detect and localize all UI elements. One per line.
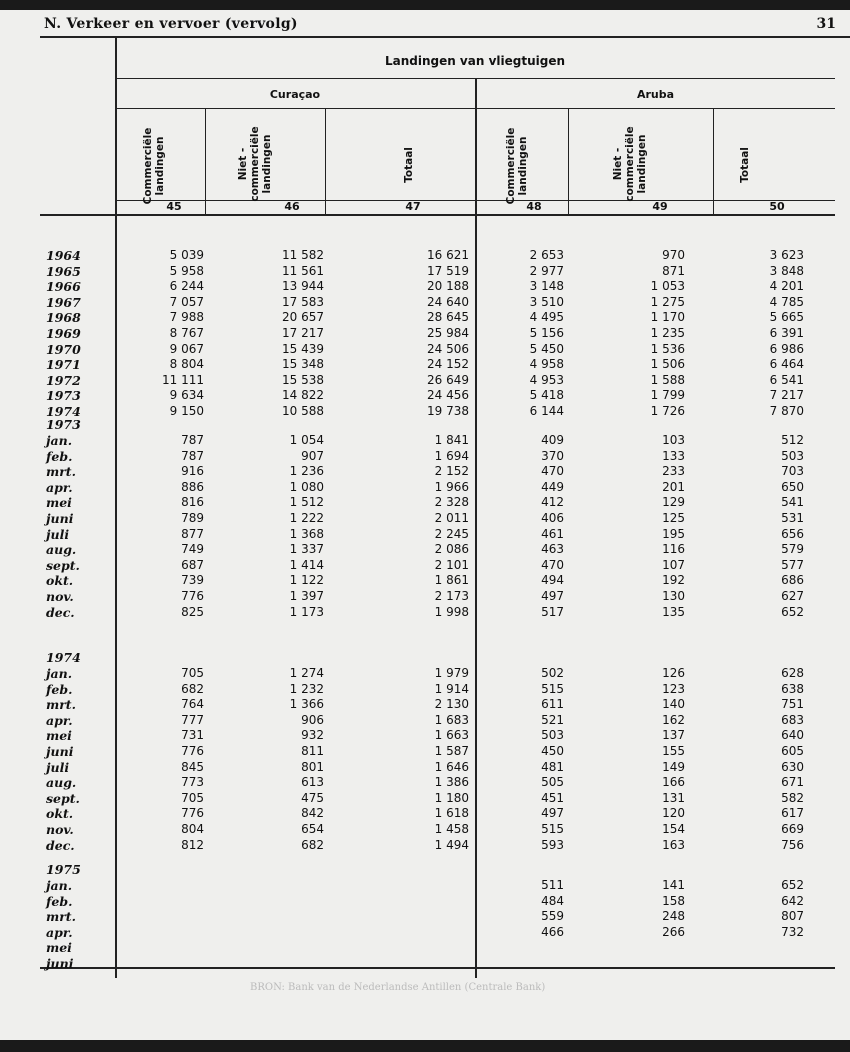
table-cell: 503 bbox=[781, 448, 804, 463]
table-cell: 450 bbox=[541, 744, 564, 758]
row-label: mei bbox=[46, 728, 72, 744]
row-label: feb. bbox=[46, 448, 73, 464]
table-cell: 5 450 bbox=[529, 341, 564, 356]
row-label: 1966 bbox=[46, 279, 81, 295]
row-label: juni bbox=[46, 511, 74, 526]
table-cell: 475 bbox=[301, 790, 324, 805]
row-label: nov. bbox=[46, 822, 74, 837]
table-cell: 686 bbox=[781, 573, 804, 588]
table-cell: 512 bbox=[781, 433, 804, 447]
table-cell: 1 841 bbox=[434, 433, 469, 447]
row-label: mrt. bbox=[46, 464, 76, 480]
top-rule bbox=[40, 36, 850, 38]
table-cell: 461 bbox=[541, 526, 564, 541]
table-cell: 804 bbox=[181, 822, 204, 836]
table-cell: 642 bbox=[781, 893, 804, 908]
row-label: juli bbox=[46, 759, 70, 775]
table-cell: 1 080 bbox=[289, 479, 324, 494]
table-cell: 916 bbox=[181, 464, 204, 479]
table-cell: 162 bbox=[662, 712, 685, 727]
table-cell: 123 bbox=[662, 681, 685, 696]
table-cell: 787 bbox=[181, 448, 204, 463]
table-cell: 406 bbox=[541, 511, 564, 525]
table-cell: 579 bbox=[781, 542, 804, 557]
section-heading: 1973 bbox=[46, 417, 81, 433]
table-cell: 484 bbox=[541, 893, 564, 908]
table-cell: 14 822 bbox=[282, 388, 324, 403]
col-47-header: Totaal bbox=[403, 147, 415, 183]
row-label: dec. bbox=[46, 837, 75, 853]
col-number-48: 48 bbox=[526, 200, 542, 213]
table-cell: 515 bbox=[541, 681, 564, 696]
table-cell: 2 130 bbox=[434, 697, 469, 712]
table-cell: 1 274 bbox=[289, 666, 324, 680]
table-cell: 129 bbox=[662, 495, 685, 510]
row-label: okt. bbox=[46, 573, 74, 589]
table-cell: 11 111 bbox=[162, 372, 204, 387]
table-cell: 7 988 bbox=[169, 310, 204, 325]
table-cell: 906 bbox=[301, 712, 324, 727]
row-label: apr. bbox=[46, 924, 73, 940]
table-cell: 15 538 bbox=[282, 372, 324, 387]
table-cell: 463 bbox=[541, 542, 564, 557]
table-cell: 25 984 bbox=[427, 326, 469, 340]
table-cell: 16 621 bbox=[427, 248, 469, 262]
row-label: dec. bbox=[46, 604, 75, 620]
row-label: jan. bbox=[46, 433, 73, 448]
table-cell: 19 738 bbox=[427, 404, 469, 418]
table-cell: 103 bbox=[662, 433, 685, 447]
table-cell: 9 150 bbox=[169, 404, 204, 418]
row-label: sept. bbox=[46, 790, 80, 806]
row-label: mei bbox=[46, 495, 72, 511]
main-heading: Landingen van vliegtuigen bbox=[384, 54, 566, 68]
table-cell: 650 bbox=[781, 479, 804, 494]
table-cell: 787 bbox=[181, 433, 204, 447]
table-cell: 149 bbox=[662, 759, 685, 774]
table-cell: 154 bbox=[662, 822, 685, 836]
table-cell: 739 bbox=[181, 573, 204, 588]
col-divider-3 bbox=[568, 108, 569, 216]
table-cell: 630 bbox=[781, 759, 804, 774]
table-cell: 107 bbox=[662, 557, 685, 572]
table-cell: 1 180 bbox=[434, 790, 469, 805]
table-cell: 886 bbox=[181, 479, 204, 494]
table-cell: 2 245 bbox=[434, 526, 469, 541]
col-number-45: 45 bbox=[166, 200, 182, 213]
table-cell: 20 188 bbox=[427, 279, 469, 294]
table-cell: 120 bbox=[662, 806, 685, 821]
table-cell: 131 bbox=[662, 790, 685, 805]
table-cell: 3 623 bbox=[769, 248, 804, 262]
table-cell: 2 086 bbox=[434, 542, 469, 557]
table-cell: 807 bbox=[781, 909, 804, 924]
table-cell: 409 bbox=[541, 433, 564, 447]
table-cell: 4 953 bbox=[529, 372, 564, 387]
row-label: sept. bbox=[46, 557, 80, 573]
table-cell: 638 bbox=[781, 681, 804, 696]
page-number: 31 bbox=[816, 16, 836, 32]
row-label: apr. bbox=[46, 479, 73, 495]
table-cell: 611 bbox=[541, 697, 564, 712]
table-cell: 1 914 bbox=[434, 681, 469, 696]
table-cell: 756 bbox=[781, 837, 804, 852]
table-cell: 541 bbox=[781, 495, 804, 510]
row-label: juni bbox=[46, 956, 74, 971]
table-cell: 503 bbox=[541, 728, 564, 743]
table-cell: 370 bbox=[541, 448, 564, 463]
table-cell: 166 bbox=[662, 775, 685, 790]
row-label: apr. bbox=[46, 712, 73, 728]
row-label: juni bbox=[46, 744, 74, 759]
table-cell: 1 694 bbox=[434, 448, 469, 463]
table-cell: 801 bbox=[301, 759, 324, 774]
table-cell: 511 bbox=[541, 878, 564, 892]
row-label: 1965 bbox=[46, 263, 81, 279]
table-cell: 4 201 bbox=[769, 279, 804, 294]
table-cell: 776 bbox=[181, 744, 204, 758]
table-cell: 5 958 bbox=[169, 263, 204, 278]
table-cell: 470 bbox=[541, 464, 564, 479]
table-cell: 683 bbox=[781, 712, 804, 727]
table-cell: 24 456 bbox=[427, 388, 469, 403]
row-label: 1970 bbox=[46, 341, 81, 357]
table-cell: 789 bbox=[181, 511, 204, 525]
table-cell: 845 bbox=[181, 759, 204, 774]
table-cell: 907 bbox=[301, 448, 324, 463]
table-cell: 705 bbox=[181, 666, 204, 680]
table-cell: 8 767 bbox=[169, 326, 204, 340]
group-aruba: Aruba bbox=[636, 88, 675, 101]
table-cell: 777 bbox=[181, 712, 204, 727]
row-label: feb. bbox=[46, 893, 73, 909]
table-cell: 652 bbox=[781, 878, 804, 892]
table-cell: 1 275 bbox=[650, 294, 685, 309]
col-divider-4 bbox=[713, 108, 714, 216]
table-cell: 932 bbox=[301, 728, 324, 743]
table-cell: 1 337 bbox=[289, 542, 324, 557]
table-cell: 749 bbox=[181, 542, 204, 557]
table-cell: 5 156 bbox=[529, 326, 564, 340]
table-cell: 776 bbox=[181, 806, 204, 821]
table-cell: 10 588 bbox=[282, 404, 324, 418]
table-cell: 687 bbox=[181, 557, 204, 572]
row-label: 1971 bbox=[46, 357, 81, 373]
table-cell: 7 870 bbox=[769, 404, 804, 418]
table-cell: 11 561 bbox=[282, 263, 324, 278]
table-cell: 1 646 bbox=[434, 759, 469, 774]
table-cell: 1 366 bbox=[289, 697, 324, 712]
table-cell: 233 bbox=[662, 464, 685, 479]
table-cell: 449 bbox=[541, 479, 564, 494]
table-cell: 17 519 bbox=[427, 263, 469, 278]
table-cell: 732 bbox=[781, 924, 804, 939]
table-cell: 6 464 bbox=[769, 357, 804, 372]
table-cell: 970 bbox=[662, 248, 685, 262]
table-cell: 497 bbox=[541, 589, 564, 603]
table-cell: 126 bbox=[662, 666, 685, 680]
table-cell: 9 067 bbox=[169, 341, 204, 356]
table-cell: 1 222 bbox=[289, 511, 324, 525]
row-label: 1974 bbox=[46, 404, 81, 419]
table-cell: 1 861 bbox=[434, 573, 469, 588]
col-45-header: Commerciële landingen bbox=[142, 127, 166, 205]
table-cell: 1 236 bbox=[289, 464, 324, 479]
table-cell: 1 979 bbox=[434, 666, 469, 680]
table-cell: 627 bbox=[781, 589, 804, 603]
table-cell: 8 804 bbox=[169, 357, 204, 372]
table-cell: 7 057 bbox=[169, 294, 204, 309]
table-cell: 1 683 bbox=[434, 712, 469, 727]
table-cell: 1 386 bbox=[434, 775, 469, 790]
table-cell: 593 bbox=[541, 837, 564, 852]
table-cell: 2 152 bbox=[434, 464, 469, 479]
table-cell: 582 bbox=[781, 790, 804, 805]
row-label: 1967 bbox=[46, 294, 81, 310]
table-cell: 497 bbox=[541, 806, 564, 821]
table-cell: 1 232 bbox=[289, 681, 324, 696]
row-label: okt. bbox=[46, 806, 74, 822]
row-label: mei bbox=[46, 940, 72, 956]
table-cell: 1 512 bbox=[289, 495, 324, 510]
row-label: 1973 bbox=[46, 388, 81, 404]
row-label: 1972 bbox=[46, 372, 81, 388]
table-cell: 1 053 bbox=[650, 279, 685, 294]
row-label: 1969 bbox=[46, 326, 81, 341]
source-note: BRON: Bank van de Nederlandse Antillen (Centrale Bank) bbox=[250, 982, 546, 993]
row-label: 1964 bbox=[46, 248, 81, 263]
table-cell: 20 657 bbox=[282, 310, 324, 325]
table-cell: 871 bbox=[662, 263, 685, 278]
table-cell: 4 785 bbox=[769, 294, 804, 309]
table-cell: 6 144 bbox=[529, 404, 564, 418]
table-cell: 11 582 bbox=[282, 248, 324, 262]
table-cell: 4 958 bbox=[529, 357, 564, 372]
table-cell: 1 122 bbox=[289, 573, 324, 588]
table-cell: 201 bbox=[662, 479, 685, 494]
row-label: 1968 bbox=[46, 310, 81, 326]
row-label: aug. bbox=[46, 542, 77, 558]
col-number-50: 50 bbox=[769, 200, 785, 213]
table-cell: 135 bbox=[662, 604, 685, 619]
table-cell: 2 173 bbox=[434, 589, 469, 603]
col-49-header: Niet - commerciële landingen bbox=[612, 126, 648, 202]
table-cell: 1 397 bbox=[289, 589, 324, 603]
table-cell: 671 bbox=[781, 775, 804, 790]
table-cell: 521 bbox=[541, 712, 564, 727]
table-cell: 17 217 bbox=[282, 326, 324, 340]
table-cell: 2 011 bbox=[434, 511, 469, 525]
table-cell: 773 bbox=[181, 775, 204, 790]
table-cell: 502 bbox=[541, 666, 564, 680]
section-heading: 1975 bbox=[46, 862, 81, 878]
row-label: aug. bbox=[46, 775, 77, 791]
row-label: mrt. bbox=[46, 909, 76, 925]
col-number-46: 46 bbox=[284, 200, 300, 213]
table-cell: 505 bbox=[541, 775, 564, 790]
table-cell: 1 173 bbox=[289, 604, 324, 619]
table-cell: 6 244 bbox=[169, 279, 204, 294]
table-cell: 7 217 bbox=[769, 388, 804, 403]
table-cell: 1 588 bbox=[650, 372, 685, 387]
table-cell: 195 bbox=[662, 526, 685, 541]
table-cell: 628 bbox=[781, 666, 804, 680]
table-cell: 613 bbox=[301, 775, 324, 790]
row-label: jan. bbox=[46, 878, 73, 893]
col-number-49: 49 bbox=[652, 200, 668, 213]
table-cell: 5 418 bbox=[529, 388, 564, 403]
table-cell: 451 bbox=[541, 790, 564, 805]
table-cell: 816 bbox=[181, 495, 204, 510]
table-cell: 3 510 bbox=[529, 294, 564, 309]
table-cell: 5 039 bbox=[169, 248, 204, 262]
table-cell: 266 bbox=[662, 924, 685, 939]
table-cell: 470 bbox=[541, 557, 564, 572]
table-cell: 517 bbox=[541, 604, 564, 619]
table-cell: 6 391 bbox=[769, 326, 804, 340]
table-cell: 15 439 bbox=[282, 341, 324, 356]
table-cell: 6 986 bbox=[769, 341, 804, 356]
table-cell: 13 944 bbox=[282, 279, 324, 294]
col-48-header: Commerciële landingen bbox=[505, 127, 529, 205]
table-cell: 2 977 bbox=[529, 263, 564, 278]
table-cell: 6 541 bbox=[769, 372, 804, 387]
row-label: jan. bbox=[46, 666, 73, 681]
table-cell: 163 bbox=[662, 837, 685, 852]
table-cell: 682 bbox=[181, 681, 204, 696]
col-46-header: Niet - commerciële landingen bbox=[237, 126, 273, 202]
table-cell: 577 bbox=[781, 557, 804, 572]
row-label: juli bbox=[46, 526, 70, 542]
group-curacao: Curaçao bbox=[269, 88, 321, 101]
table-cell: 1 587 bbox=[434, 744, 469, 758]
stub-divider bbox=[115, 38, 117, 978]
table-cell: 1 368 bbox=[289, 526, 324, 541]
table-cell: 682 bbox=[301, 837, 324, 852]
table-cell: 605 bbox=[781, 744, 804, 758]
table-cell: 1 414 bbox=[289, 557, 324, 572]
bottom-rule bbox=[40, 967, 835, 969]
table-cell: 494 bbox=[541, 573, 564, 588]
table-cell: 155 bbox=[662, 744, 685, 758]
table-cell: 24 506 bbox=[427, 341, 469, 356]
table-cell: 2 101 bbox=[434, 557, 469, 572]
table-cell: 825 bbox=[181, 604, 204, 619]
table-cell: 811 bbox=[301, 744, 324, 758]
table-cell: 125 bbox=[662, 511, 685, 525]
table-cell: 842 bbox=[301, 806, 324, 821]
table-cell: 1 170 bbox=[650, 310, 685, 325]
table-cell: 2 653 bbox=[529, 248, 564, 262]
page-title: N. Verkeer en vervoer (vervolg) bbox=[44, 16, 298, 32]
table-cell: 656 bbox=[781, 526, 804, 541]
table-cell: 3 848 bbox=[769, 263, 804, 278]
section-heading: 1974 bbox=[46, 650, 81, 666]
table-cell: 1 966 bbox=[434, 479, 469, 494]
table-cell: 812 bbox=[181, 837, 204, 852]
table-cell: 1 054 bbox=[289, 433, 324, 447]
table-cell: 669 bbox=[781, 822, 804, 836]
table-cell: 1 663 bbox=[434, 728, 469, 743]
table-cell: 1 618 bbox=[434, 806, 469, 821]
table-cell: 751 bbox=[781, 697, 804, 712]
table-cell: 17 583 bbox=[282, 294, 324, 309]
row-label: nov. bbox=[46, 589, 74, 604]
table-cell: 1 536 bbox=[650, 341, 685, 356]
table-cell: 877 bbox=[181, 526, 204, 541]
table-cell: 133 bbox=[662, 448, 685, 463]
table-cell: 158 bbox=[662, 893, 685, 908]
table-cell: 617 bbox=[781, 806, 804, 821]
document-page bbox=[0, 10, 850, 1040]
table-cell: 1 998 bbox=[434, 604, 469, 619]
table-cell: 731 bbox=[181, 728, 204, 743]
table-cell: 481 bbox=[541, 759, 564, 774]
table-cell: 703 bbox=[781, 464, 804, 479]
table-cell: 764 bbox=[181, 697, 204, 712]
table-cell: 531 bbox=[781, 511, 804, 525]
table-cell: 654 bbox=[301, 822, 324, 836]
table-cell: 24 640 bbox=[427, 294, 469, 309]
table-cell: 140 bbox=[662, 697, 685, 712]
table-cell: 4 495 bbox=[529, 310, 564, 325]
table-cell: 776 bbox=[181, 589, 204, 603]
row-label: mrt. bbox=[46, 697, 76, 713]
col-number-47: 47 bbox=[405, 200, 421, 213]
table-cell: 466 bbox=[541, 924, 564, 939]
table-cell: 5 665 bbox=[769, 310, 804, 325]
table-cell: 1 458 bbox=[434, 822, 469, 836]
table-cell: 705 bbox=[181, 790, 204, 805]
table-cell: 412 bbox=[541, 495, 564, 510]
col-divider-1 bbox=[205, 108, 206, 216]
col-50-header: Totaal bbox=[739, 147, 751, 183]
table-cell: 26 649 bbox=[427, 372, 469, 387]
table-cell: 130 bbox=[662, 589, 685, 603]
table-cell: 1 726 bbox=[650, 404, 685, 418]
table-cell: 1 799 bbox=[650, 388, 685, 403]
table-cell: 559 bbox=[541, 909, 564, 924]
table-cell: 248 bbox=[662, 909, 685, 924]
table-cell: 515 bbox=[541, 822, 564, 836]
table-cell: 116 bbox=[662, 542, 685, 557]
table-cell: 24 152 bbox=[427, 357, 469, 372]
col-divider-2 bbox=[325, 108, 326, 216]
table-cell: 1 506 bbox=[650, 357, 685, 372]
table-cell: 141 bbox=[662, 878, 685, 892]
table-cell: 652 bbox=[781, 604, 804, 619]
table-cell: 640 bbox=[781, 728, 804, 743]
table-cell: 192 bbox=[662, 573, 685, 588]
table-cell: 1 235 bbox=[650, 326, 685, 340]
table-cell: 15 348 bbox=[282, 357, 324, 372]
column-rule bbox=[115, 200, 835, 201]
table-cell: 28 645 bbox=[427, 310, 469, 325]
table-cell: 2 328 bbox=[434, 495, 469, 510]
table-cell: 137 bbox=[662, 728, 685, 743]
table-cell: 1 494 bbox=[434, 837, 469, 852]
table-cell: 3 148 bbox=[529, 279, 564, 294]
row-label: feb. bbox=[46, 681, 73, 697]
group-divider bbox=[475, 78, 477, 978]
table-cell: 9 634 bbox=[169, 388, 204, 403]
